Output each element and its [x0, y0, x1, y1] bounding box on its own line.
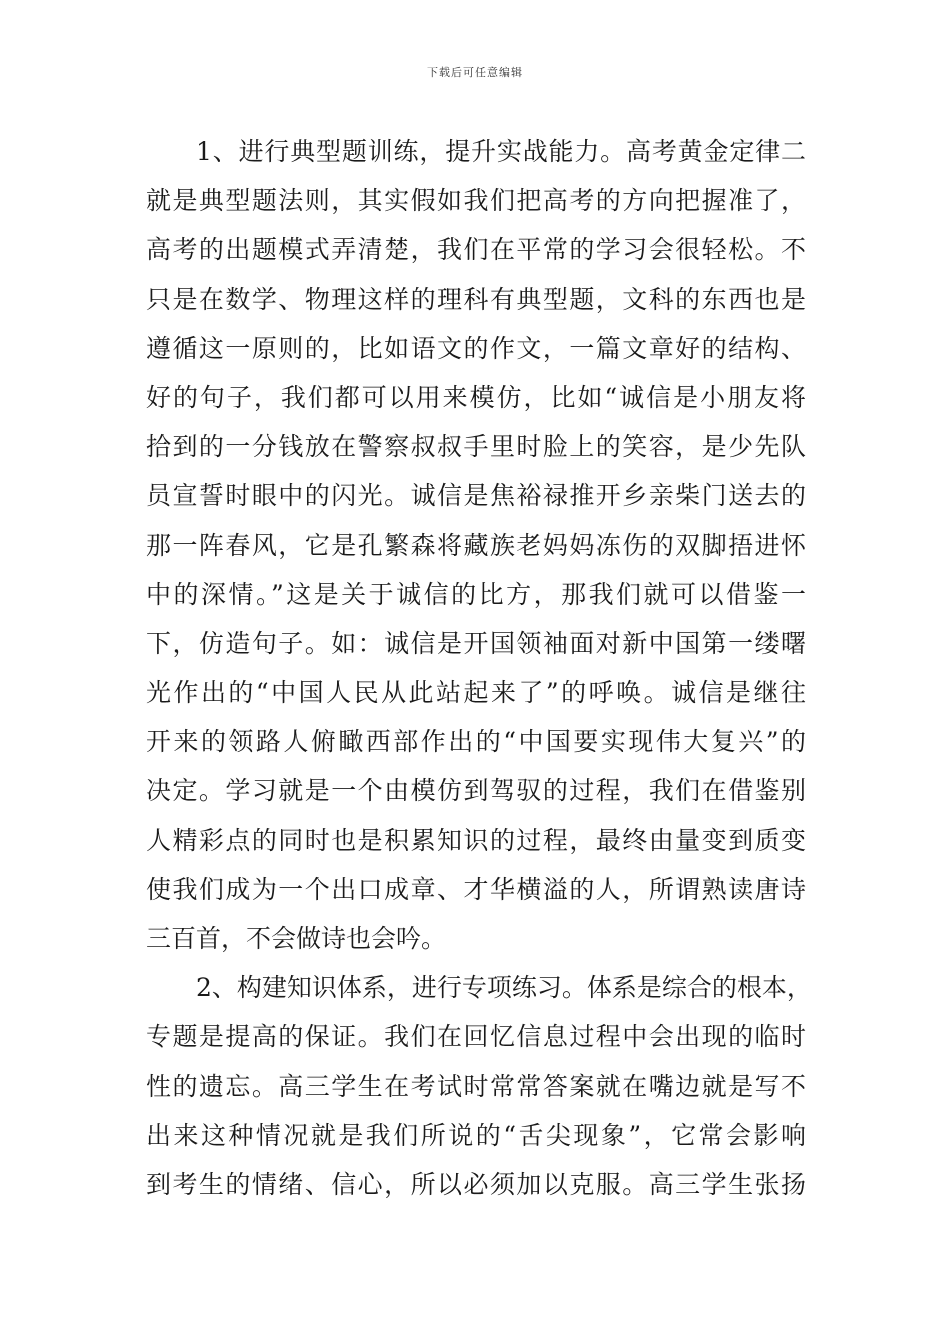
paragraph-1-line: 下，仿造句子。如：诚信是开国领袖面对新中国第一缕曙 [146, 628, 806, 658]
paragraph-1-line: 1、进行典型题训练，提升实战能力。高考黄金定律二 [196, 137, 806, 166]
paragraph-1-line: 那一阵春风，它是孔繁森将藏族老妈妈冻伤的双脚捂进怀 [146, 530, 806, 560]
paragraph-1-line: 人精彩点的同时也是积累知识的过程，最终由量变到质变 [146, 825, 806, 855]
page-header: 下载后可任意编辑 [427, 66, 523, 79]
paragraph-1-line: 三百首，不会做诗也会吟。 [146, 924, 447, 953]
paragraph-1-line: 使我们成为一个出口成章、才华横溢的人，所谓熟读唐诗 [146, 874, 806, 904]
paragraph-1-line: 高考的出题模式弄清楚，我们在平常的学习会很轻松。不 [146, 235, 806, 265]
paragraph-2-line: 到考生的情绪、信心，所以必须加以克服。高三学生张扬 [146, 1169, 806, 1199]
paragraph-1-line: 员宣誓时眼中的闪光。诚信是焦裕禄推开乡亲柴门送去的 [146, 481, 806, 511]
document-body [146, 127, 812, 1209]
paragraph-1-line: 开来的领路人俯瞰西部作出的“中国要实现伟大复兴”的 [146, 727, 806, 757]
paragraph-1-line: 就是典型题法则，其实假如我们把高考的方向把握准了， [146, 186, 806, 216]
paragraph-1-line: 只是在数学、物理这样的理科有典型题，文科的东西也是 [146, 284, 806, 314]
paragraph-2-line: 专题是提高的保证。我们在回忆信息过程中会出现的临时 [146, 1022, 806, 1052]
paragraph-1-line: 光作出的“中国人民从此站起来了”的呼唤。诚信是继往 [146, 678, 806, 708]
paragraph-1-line: 拾到的一分钱放在警察叔叔手里时脸上的笑容，是少先队 [146, 432, 806, 462]
paragraph-2-line: 性的遗忘。高三学生在考试时常常答案就在嘴边就是写不 [146, 1071, 806, 1101]
paragraph-1-line: 中的深情。”这是关于诚信的比方，那我们就可以借鉴一 [146, 579, 806, 609]
paragraph-1-line: 好的句子，我们都可以用来模仿，比如“诚信是小朋友将 [146, 382, 806, 412]
paragraph-1-line: 决定。学习就是一个由模仿到驾驭的过程，我们在借鉴别 [146, 776, 806, 806]
paragraph-1-line: 遵循这一原则的，比如语文的作文，一篇文章好的结构、 [146, 333, 806, 363]
paragraph-2-line: 2、构建知识体系，进行专项练习。体系是综合的根本， [196, 973, 812, 1003]
paragraph-2-line: 出来这种情况就是我们所说的“舌尖现象”，它常会影响 [146, 1120, 806, 1150]
